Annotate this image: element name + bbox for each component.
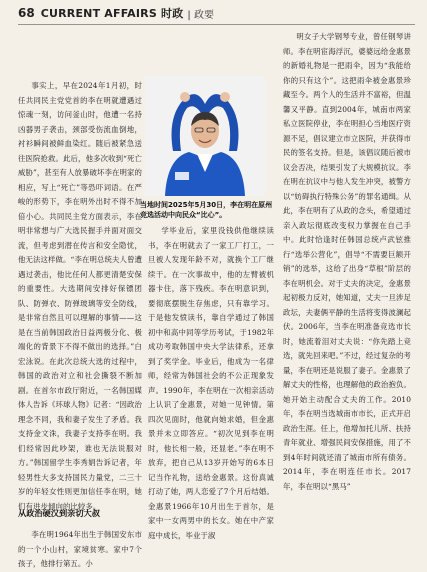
article-column-1: 事实上，早在2024年1月初，时任共同民主党党首的李在明就遭遇过惊魂一刻，访问釜山时，他遭一名持凶器男子袭击，颈部受伤流血倒地，衬衫瞬间被鲜血染红。随后被紧急送往医院抢救。此后，他多次收到“死亡威胁”，甚至有人放暴破坏李在明家的相应，写上“死亡”等恐吓词语。在严峻的形势下，李在明外出时不得不加倍小心。共同民主党方面表示，李在明非常想与广大选民握手并面对面交流，但考虑到潜在传言和安全隐忧，他无法这样做。“李在明总统夫人曾遭遇过袭击，他比任何人都更清楚安保的重要性。大选期间安排好保镖团队、防弹衣、防弹玻璃等安全防线，是非常自然且可以理解的事情——这是在当前韩国政治日益两极分化、极端化的背景下不得不做出的选择。”白宏泳说。在此次总统大选的过程中，韩国的政治对立和社会撕裂不断加剧。在首尔市政厅附近，一名韩国媒体人告诉《环球人物》记者：“因政治理念不同，我和妻子发生了矛盾。我支持金文洙，我妻子支持李在明。我们经常因此吵架，谁也无法说服对方。”韩国留学生李秀娟告诉记者，年轻男性大多支持国民力量党，二三十岁的年轻女性则更加信任李在明，她们有进步倾向的比较多。: [18, 81, 142, 511]
photo-circle: [145, 76, 265, 196]
article-column-1-continued: 李在明1964年出生于韩国安东市的一个小山村，家境贫寒。家中7个孩子，他排行第五。小: [18, 530, 142, 568]
subsection-title: | 政要: [187, 9, 214, 21]
article-column-3: 明女子大学钢琴专业，曾任钢琴讲师。李在明宦海浮沉，婆婆远给金惠景的新婚礼物是一把雨伞，因为“我能给你的只有这个”。这把雨伞被金惠景珍藏至今。两个人的生活并不富裕，但温馨又平静。直到2004年，城南市两家私立医院停业，李在明担心当地医疗资源不足，倡议建立市立医院，并获得市民的签名支持。但是，该倡议随后被市议会否决，结果引发了大规模抗议。李在明在抗议中与他人发生冲突，被警方以“妨碍执行特殊公务”的罪名通缉。从此，李在明有了从政的念头，希望通过亲入政坛彻底改变权力掌握在自己手中。此时恰逢时任韩国总统卢武铉推行“选举公营化”，倡导“不需要巨额开销”的选举，这给了出身“草根”阶层的李在明机会。对于丈夫的决定，金惠景起初极力反对，她知道，丈夫一旦涉足政坛，夫妻俩平静的生活将变得波澜起伏。2006年，当李在明准备竞选市长时，她流着泪对丈夫说：“你先踏上竞选，就先回来吧。”不过，经过复杂的考量，李在明还是说服了妻子。金惠景了解丈夫的性格，也理解他的政治抱负。她开始主动配合丈夫的工作。2010年，李在明当选城南市市长，正式开启政治生涯。任上，他增加托儿所、扶持青年就业、增强民间安保措施，用了不到4年时间就还清了城南市所有债务。2014年，李在明连任市长。2017年，李在明以“黑马”: [283, 32, 411, 491]
photo-caption: 当地时间2025年5月30日，李在明在原州竞选活动中向民众“比心”。: [140, 201, 273, 219]
header-divider: [18, 24, 415, 25]
politician-photo-illustration: [145, 76, 265, 196]
article-column-2: 学毕业后，家里没钱供他继续读书，李在明就去了一家工厂打工，一旦被人发现年龄不对，就换个工厂继续干。在一次事故中，他的左臂被机器卡住，落下残疾。李在明意识到，要彻底摆脱生存焦虑，只有靠学习。于是他发愤读书，靠自学通过了韩国初中和高中同等学历考试，于1982年成功考取韩国中央大学法律系，还拿到了奖学金。毕业后，他成为一名律师，经常为韩国社会的不公正现象发声。1990年，李在明在一次相亲活动上认识了金惠景，对她一见钟情。第四次见面时，他就向她求婚，但金惠景并未立即答应。“初次见到李在明时，他长相一般，还显老。”李在明不放弃，把自己从13岁开始写的6本日记当作礼物，送给金惠景。这份真诚打动了她，两人恋爱了7个月后结婚。金惠景1966年10月出生于首尔，是家中一女两男中的长女。她在中产家庭中成长，毕业于淑: [148, 226, 274, 540]
section-subheading: 从政治硬汉到亲切大叔: [18, 508, 100, 518]
page-number: 68: [18, 6, 35, 20]
section-title: CURRENT AFFAIRS 时政: [40, 7, 184, 20]
page-header: [18, 6, 214, 20]
